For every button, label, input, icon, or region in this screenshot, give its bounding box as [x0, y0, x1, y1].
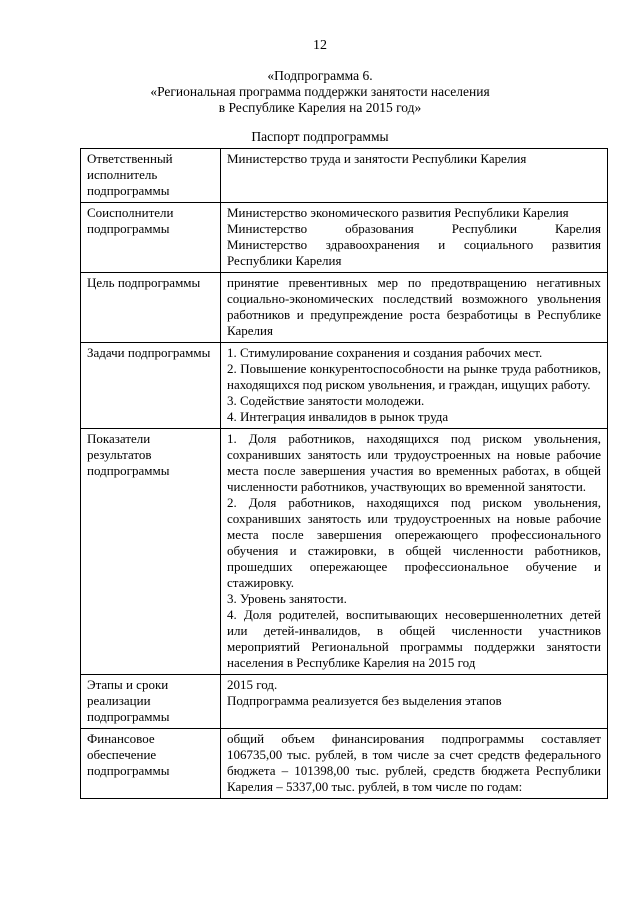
subprogram-title-line-2: «Региональная программа поддержки занятости населения [150, 84, 490, 99]
row-value-goal [221, 273, 608, 343]
row-value-co-executors [221, 203, 608, 273]
row-value-responsible-executor [221, 149, 608, 203]
subprogram-title-line-1: «Подпрограмма 6. [267, 68, 373, 83]
value-line: Министерство здравоохранения и социального развития Республики Карелия [227, 237, 601, 268]
value-line: принятие превентивных мер по предотвращению негативных социально-экономических последствий возможного увольнения работников и предупреждение роста безработицы в Республике Карелия [227, 275, 601, 338]
table-row [81, 729, 608, 799]
value-line: 3. Уровень занятости. [227, 591, 347, 606]
value-line: Министерство образования Республики Карелия [227, 221, 601, 236]
value-line: 4. Доля родителей, воспитывающих несовершеннолетних детей или детей-инвалидов, в общей численности участников мероприятий Региональной программы поддержки занятости населения в Республике Карелия на 2015 год [227, 607, 601, 670]
subprogram-title-line-3: в Республике Карелия на 2015 год» [218, 100, 422, 115]
passport-table [80, 148, 608, 799]
value-line: 1. Стимулирование сохранения и создания рабочих мест. [227, 345, 543, 360]
value-line: Подпрограмма реализуется без выделения этапов [227, 693, 502, 708]
row-label-stages: Этапы и сроки реализации подпрограммы [81, 675, 221, 729]
table-row [81, 273, 608, 343]
row-value-financing [221, 729, 608, 799]
row-label-indicators: Показатели результатов подпрограммы [81, 429, 221, 675]
row-value-tasks [221, 343, 608, 429]
value-line: 4. Интеграция инвалидов в рынок труда [227, 409, 449, 424]
page-number: 12 [313, 38, 327, 53]
table-row [81, 343, 608, 429]
passport-title: Паспорт подпрограммы [251, 129, 389, 144]
row-label-tasks: Задачи подпрограммы [81, 343, 221, 429]
table-row [81, 675, 608, 729]
subprogram-header [0, 68, 640, 116]
table-row [81, 149, 608, 203]
value-line: общий объем финансирования подпрограммы составляет 106735,00 тыс. рублей, в том числе за счет средств федерального бюджета – 101398,00 тыс. рублей, средств бюджета Республики Карелия – 5337,00 тыс. рублей, в том числе по годам: [227, 731, 601, 794]
row-label-goal: Цель подпрограммы [81, 273, 221, 343]
value-line: 2. Доля работников, находящихся под риском увольнения, сохранивших занятость или трудоустроенных на новые рабочие места после завершения опережающего профессионального обучения и стажировки, в общей численности работников, прошедших опережающее профессиональное обучение и стажировку. [227, 495, 601, 590]
value-line: Министерство труда и занятости Республики Карелия [227, 151, 527, 166]
row-label-responsible-executor: Ответственный исполнитель подпрограммы [81, 149, 221, 203]
value-line: Министерство экономического развития Республики Карелия [227, 205, 569, 220]
value-line: 2015 год. [227, 677, 278, 692]
table-row [81, 429, 608, 675]
row-value-indicators [221, 429, 608, 675]
value-line: 1. Доля работников, находящихся под риском увольнения, сохранивших занятость или трудоустроенных на новые рабочие места после завершения участия во временных работах, в общей численности работников, участвующих во временной занятости. [227, 431, 601, 494]
row-label-financing: Финансовое обеспечение подпрограммы [81, 729, 221, 799]
row-value-stages [221, 675, 608, 729]
value-line: 3. Содействие занятости молодежи. [227, 393, 425, 408]
table-row [81, 203, 608, 273]
row-label-co-executors: Соисполнители подпрограммы [81, 203, 221, 273]
value-line: 2. Повышение конкурентоспособности на рынке труда работников, находящихся под риском увольнения, и граждан, ищущих работу. [227, 361, 601, 392]
